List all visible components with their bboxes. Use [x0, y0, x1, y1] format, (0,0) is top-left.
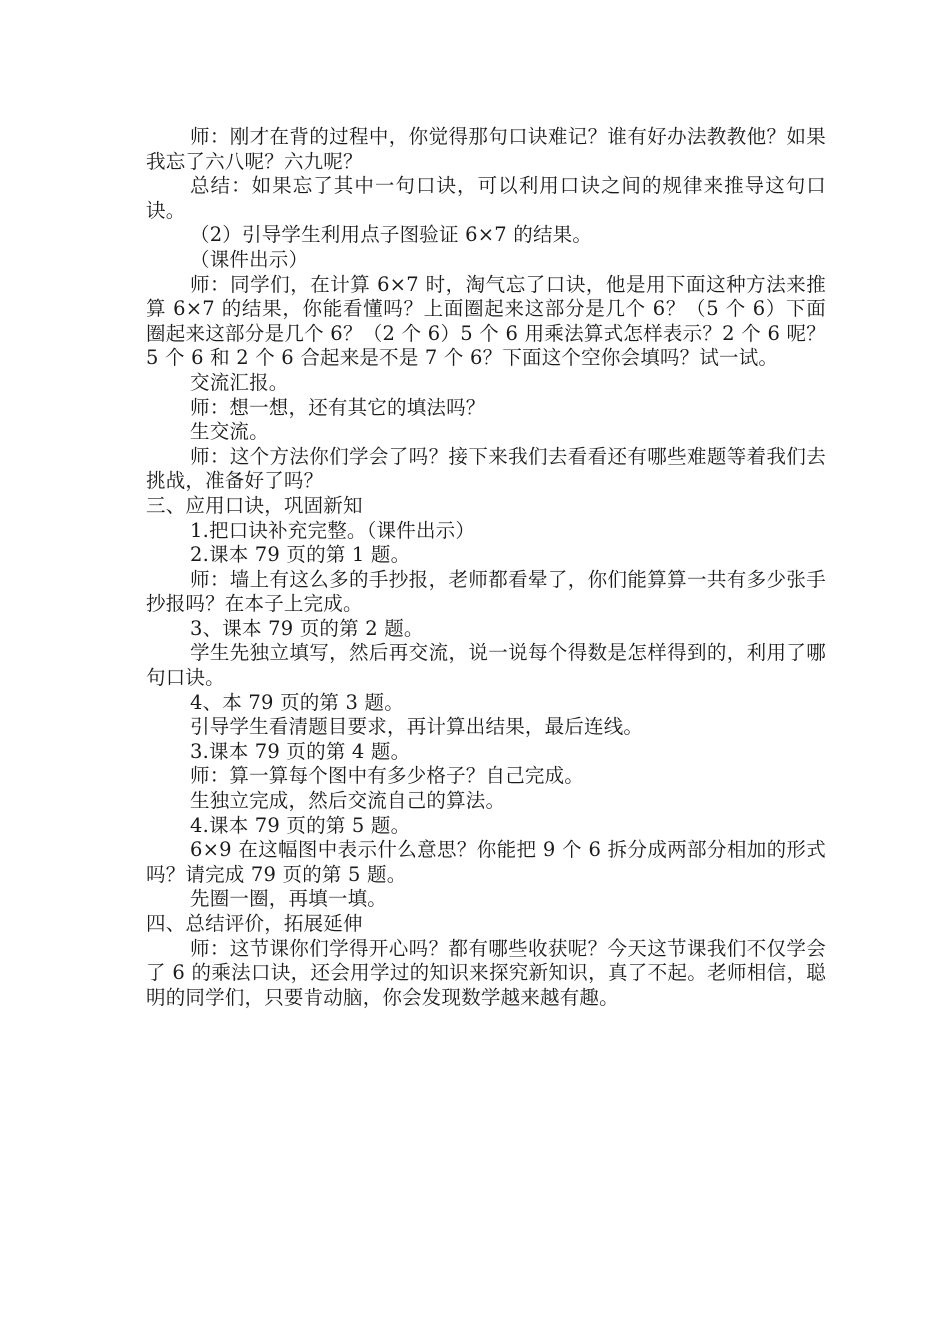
paragraph-guide-connect: 引导学生看清题目要求，再计算出结果，最后连线。 — [190, 715, 644, 739]
paragraph-exercise-5: 3.课本 79 页的第 4 题。 — [190, 739, 411, 763]
paragraph-report: 交流汇报。 — [190, 370, 289, 394]
paragraph-teacher-posters: 师：墙上有这么多的手抄报，老师都看晕了，你们能算算一共有多少张手抄报吗？在本子上完成。 — [146, 567, 826, 616]
paragraph-exercise-1: 1.把口诀补充完整。（课件出示） — [190, 518, 476, 542]
paragraph-dot-diagram-guide: （2）引导学生利用点子图验证 6×7 的结果。 — [190, 223, 593, 247]
paragraph-exercise-6: 4.课本 79 页的第 5 题。 — [190, 813, 411, 837]
document-body — [146, 125, 826, 1010]
paragraph-teacher-grid: 师：算一算每个图中有多少格子？自己完成。 — [190, 764, 585, 788]
paragraph-courseware-note: （课件出示） — [190, 247, 309, 271]
paragraph-student-exchange: 生交流。 — [190, 420, 269, 444]
paragraph-teacher-think: 师：想一想，还有其它的填法吗？ — [190, 395, 486, 419]
section-heading-apply: 三、应用口诀，巩固新知 — [146, 493, 363, 517]
paragraph-exercise-4: 4、本 79 页的第 3 题。 — [190, 690, 404, 714]
paragraph-teacher-explanation: 师：同学们，在计算 6×7 时，淘气忘了口诀，他是用下面这种方法来推算 6×7 的结果，你能看懂吗？上面圈起来这部分是几个 6？（5 个 6）下面圈起来这部分是几个 6？（2 个 6）5 个 6 用乘法算式怎样表示？2 个 6 呢？5 个 6 和 2 个 6 合起来是不是 7 个 6？下面这个空你会填吗？试一试。 — [146, 272, 826, 370]
paragraph-teacher-closing: 师：这节课你们学得开心吗？都有哪些收获呢？今天这节课我们不仅学会了 6 的乘法口诀，还会用学过的知识来探究新知识，真了不起。老师相信，聪明的同学们，只要肯动脑，你会发现数学越来越有趣。 — [146, 936, 826, 1009]
paragraph-teacher-challenge: 师：这个方法你们学会了吗？接下来我们去看看还有哪些难题等着我们去挑战，准备好了吗？ — [146, 444, 826, 493]
paragraph-student-independent: 生独立完成，然后交流自己的算法。 — [190, 789, 506, 813]
paragraph-teacher-question: 师：刚才在背的过程中，你觉得那句口诀难记？谁有好办法教教他？如果我忘了六八呢？六九呢？ — [146, 125, 826, 173]
paragraph-circle-fill: 先圈一圈，再填一填。 — [190, 887, 388, 911]
paragraph-six-times-nine: 6×9 在这幅图中表示什么意思？你能把 9 个 6 拆分成两部分相加的形式吗？请完成 79 页的第 5 题。 — [146, 838, 826, 886]
paragraph-student-fill: 学生先独立填写，然后再交流，说一说每个得数是怎样得到的，利用了哪句口诀。 — [146, 641, 826, 690]
paragraph-summary: 总结：如果忘了其中一句口诀，可以利用口诀之间的规律来推导这句口诀。 — [146, 174, 826, 222]
section-heading-summary: 四、总结评价，拓展延伸 — [146, 912, 363, 935]
paragraph-exercise-2: 2.课本 79 页的第 1 题。 — [190, 543, 411, 567]
paragraph-exercise-3: 3、课本 79 页的第 2 题。 — [190, 616, 424, 640]
